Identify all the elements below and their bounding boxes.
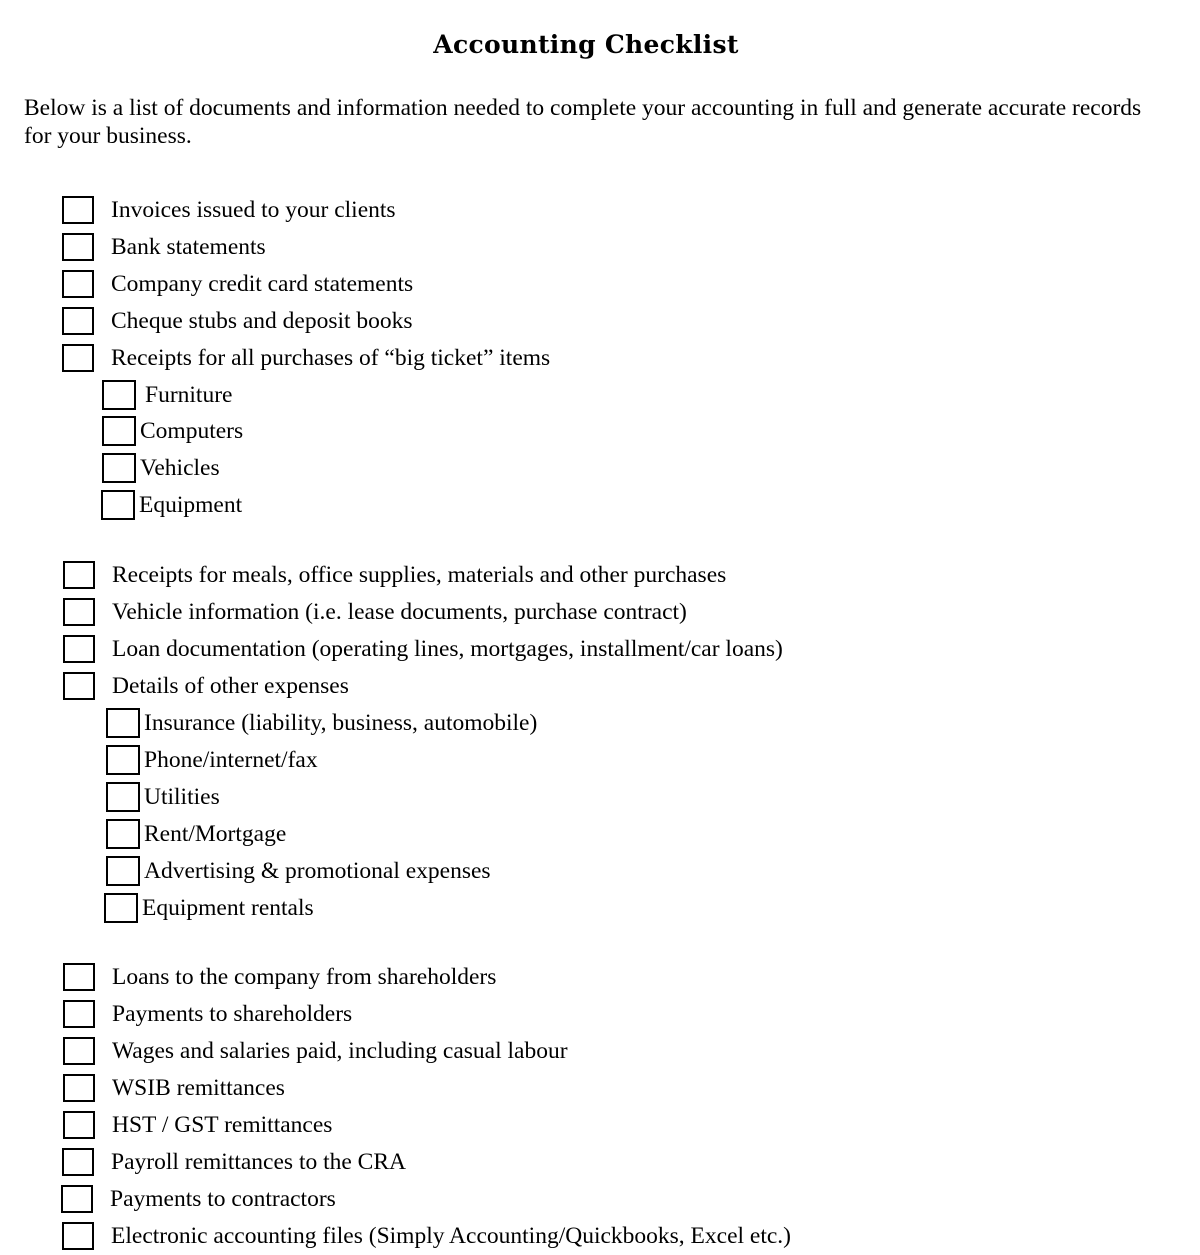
checkbox[interactable] bbox=[63, 635, 95, 663]
checklist-subitem[interactable] bbox=[106, 744, 318, 776]
checklist-item-label: Payments to shareholders bbox=[112, 1001, 353, 1027]
checklist-item-label: Loan documentation (operating lines, mortgages, installment/car loans) bbox=[112, 636, 783, 662]
checklist-subitem[interactable] bbox=[104, 892, 314, 924]
checklist-subitem-label: Equipment rentals bbox=[142, 895, 314, 921]
checklist-subitem-label: Advertising & promotional expenses bbox=[144, 858, 491, 884]
checklist-item-label: Vehicle information (i.e. lease documents, purchase contract) bbox=[112, 599, 687, 625]
checklist-subitem[interactable] bbox=[101, 489, 242, 521]
checklist-subitem-label: Vehicles bbox=[140, 455, 220, 481]
checkbox[interactable] bbox=[63, 672, 95, 700]
checklist-item-label: Invoices issued to your clients bbox=[111, 197, 396, 223]
checkbox[interactable] bbox=[62, 270, 94, 298]
checkbox[interactable] bbox=[63, 1111, 95, 1139]
checklist-subitem[interactable] bbox=[106, 707, 537, 739]
checkbox[interactable] bbox=[62, 307, 94, 335]
checkbox[interactable] bbox=[63, 598, 95, 626]
checkbox[interactable] bbox=[62, 344, 94, 372]
checklist-item-label: Payroll remittances to the CRA bbox=[111, 1149, 407, 1175]
checklist-item[interactable] bbox=[62, 1220, 791, 1252]
checklist-item[interactable] bbox=[63, 559, 726, 591]
checklist-item[interactable] bbox=[62, 194, 396, 226]
checkbox[interactable] bbox=[102, 453, 136, 483]
checkbox[interactable] bbox=[106, 782, 140, 812]
checkbox[interactable] bbox=[62, 233, 94, 261]
checklist-subitem-label: Computers bbox=[140, 418, 244, 444]
checklist-item[interactable] bbox=[63, 670, 349, 702]
checklist-item[interactable] bbox=[62, 342, 550, 374]
checklist-item-label: HST / GST remittances bbox=[112, 1112, 333, 1138]
checkbox[interactable] bbox=[61, 1185, 93, 1213]
checklist-item-label: Details of other expenses bbox=[112, 673, 349, 699]
checkbox[interactable] bbox=[63, 561, 95, 589]
checkbox[interactable] bbox=[63, 963, 95, 991]
checklist-item-label: Receipts for meals, office supplies, materials and other purchases bbox=[112, 562, 727, 588]
checklist-subitem[interactable] bbox=[106, 781, 220, 813]
checklist-item[interactable] bbox=[62, 268, 413, 300]
checklist-subitem[interactable] bbox=[106, 855, 491, 887]
checkbox[interactable] bbox=[62, 1222, 94, 1250]
checkbox[interactable] bbox=[104, 893, 138, 923]
checkbox[interactable] bbox=[62, 1148, 94, 1176]
checklist-subitem[interactable] bbox=[102, 415, 243, 447]
checkbox[interactable] bbox=[102, 380, 136, 410]
checklist-item-label: Loans to the company from shareholders bbox=[112, 964, 497, 990]
checkbox[interactable] bbox=[63, 1037, 95, 1065]
checklist-subitem[interactable] bbox=[106, 818, 286, 850]
checklist-item[interactable] bbox=[63, 1035, 568, 1067]
checklist-item-label: Cheque stubs and deposit books bbox=[111, 308, 413, 334]
checklist-item-label: Receipts for all purchases of “big ticket” items bbox=[111, 345, 551, 371]
checklist-item[interactable] bbox=[61, 1183, 336, 1215]
checklist-item[interactable] bbox=[62, 305, 413, 337]
checklist-item[interactable] bbox=[63, 1072, 285, 1104]
checkbox[interactable] bbox=[101, 490, 135, 520]
checklist-item[interactable] bbox=[62, 1146, 406, 1178]
checkbox[interactable] bbox=[63, 1074, 95, 1102]
checklist-subitem-label: Insurance (liability, business, automobile) bbox=[144, 710, 538, 736]
checkbox[interactable] bbox=[106, 708, 140, 738]
intro-paragraph: Below is a list of documents and information needed to complete your accounting in full and generate accurate records for your business. bbox=[24, 95, 1142, 149]
checklist-item[interactable] bbox=[63, 596, 687, 628]
checkbox[interactable] bbox=[102, 416, 136, 446]
page-title: Accounting Checklist bbox=[433, 30, 739, 59]
checklist-item-label: Bank statements bbox=[111, 234, 266, 260]
checklist-subitem-label: Phone/internet/fax bbox=[144, 747, 318, 773]
checkbox[interactable] bbox=[62, 196, 94, 224]
checklist-subitem-label: Furniture bbox=[145, 382, 233, 408]
checklist-item[interactable] bbox=[62, 231, 266, 263]
checkbox[interactable] bbox=[106, 856, 140, 886]
checkbox[interactable] bbox=[106, 745, 140, 775]
checklist-item[interactable] bbox=[63, 961, 496, 993]
checklist-item[interactable] bbox=[63, 1109, 332, 1141]
checkbox[interactable] bbox=[106, 819, 140, 849]
checklist-subitem-label: Equipment bbox=[139, 492, 243, 518]
checklist-item-label: WSIB remittances bbox=[112, 1075, 285, 1101]
checklist-item-label: Payments to contractors bbox=[110, 1186, 336, 1212]
checkbox[interactable] bbox=[63, 1000, 95, 1028]
checklist-subitem-label: Rent/Mortgage bbox=[144, 821, 287, 847]
checklist-item-label: Company credit card statements bbox=[111, 271, 414, 297]
checklist-item[interactable] bbox=[63, 998, 352, 1030]
checklist-subitem[interactable] bbox=[102, 379, 232, 411]
checklist-subitem[interactable] bbox=[102, 452, 220, 484]
checklist-subitem-label: Utilities bbox=[144, 784, 220, 810]
checklist-item-label: Electronic accounting files (Simply Accounting/Quickbooks, Excel etc.) bbox=[111, 1223, 792, 1249]
checklist-item[interactable] bbox=[63, 633, 783, 665]
checklist-item-label: Wages and salaries paid, including casual labour bbox=[112, 1038, 568, 1064]
